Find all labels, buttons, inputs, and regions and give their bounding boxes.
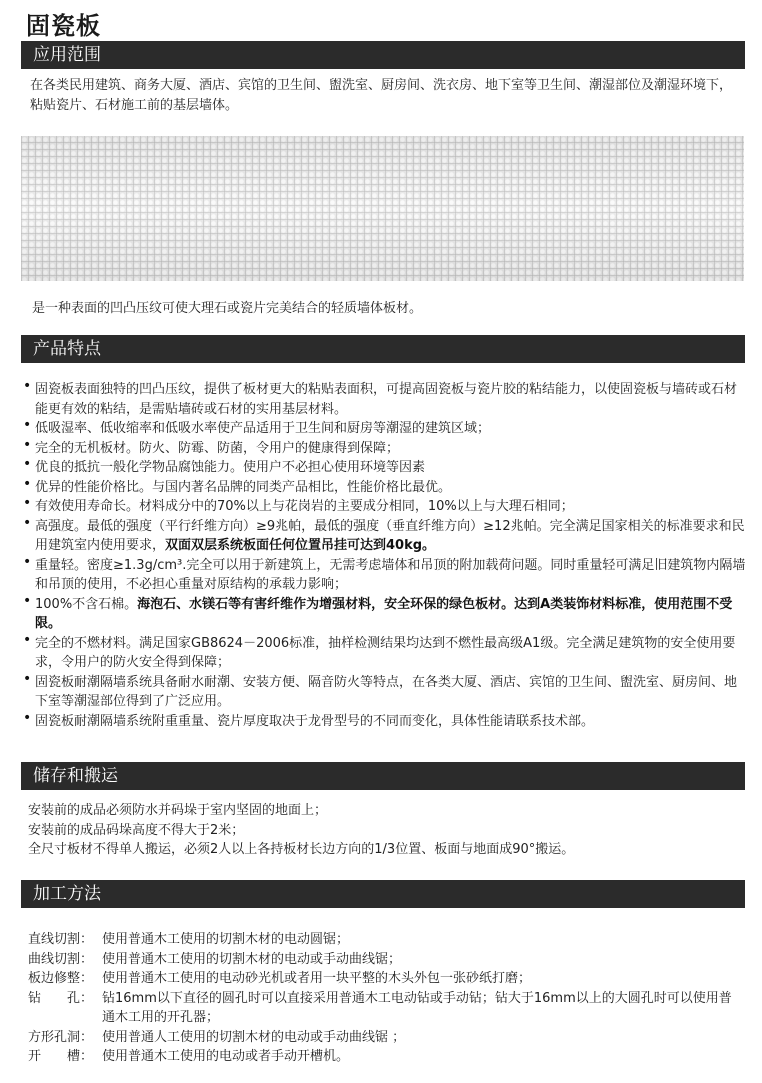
feature-item: • 低吸湿率、低收缩率和低吸水率使产品适用于卫生间和厨房等潮湿的建筑区域； bbox=[24, 419, 746, 439]
storage-lines bbox=[28, 801, 743, 860]
feature-item: • 100%不含石棉。海泡石、水镁石等有害纤维作为增强材料，安全环保的绿色板材。达到A类装饰材料标准，使用范围不受限。 bbox=[24, 595, 746, 634]
board-texture-image bbox=[21, 136, 744, 281]
section-header-features: 产品特点 bbox=[21, 335, 745, 363]
method-text: 使用普通人工使用的切割木材的电动或手动曲线锯 ； bbox=[102, 1029, 406, 1045]
feature-item: • 高强度。最低的强度（平行纤维方向）≥9兆帕，最低的强度（垂直纤维方向）≥12兆帕。完全满足国家相关的标准要求和民用建筑室内使用要求，双面双层系统板面任何位置吊挂可达到40kg。 bbox=[24, 517, 746, 556]
application-text: 在各类民用建筑、商务大厦、酒店、宾馆的卫生间、盥洗室、厨房间、洗衣房、地下室等卫生间、潮湿部位及潮湿环境下，粘贴瓷片、石材施工前的基层墙体。 bbox=[30, 78, 733, 113]
section-header-processing: 加工方法 bbox=[21, 880, 745, 908]
feature-item: • 优异的性能价格比。与国内著名品牌的同类产品相比，性能价格比最优。 bbox=[24, 478, 746, 498]
feature-item: • 固瓷板耐潮隔墙系统附重重量、瓷片厚度取决于龙骨型号的不同而变化，具体性能请联系技术部。 bbox=[24, 712, 746, 732]
storage-line: 安装前的成品码垛高度不得大于2米； bbox=[28, 822, 245, 838]
method-text: 使用普通木工使用的电动或者手动开槽机。 bbox=[102, 1049, 350, 1064]
feature-item: • 重量轻。密度≥1.3g/cm³.完全可以用于新建筑上，无需考虑墙体和吊顶的附加载荷问题。同时重量轻可满足旧建筑物内隔墙和吊顶的使用，不必担心重量对原结构的承载力影响； bbox=[24, 556, 746, 595]
feature-item: • 完全的无机板材。防火、防霉、防菌，令用户的健康得到保障； bbox=[24, 439, 746, 459]
method-row bbox=[28, 950, 740, 970]
page-title: 固瓷板 bbox=[26, 12, 101, 40]
method-label: 方形孔洞： bbox=[28, 1029, 94, 1045]
section-header-storage: 储存和搬运 bbox=[21, 762, 745, 790]
processing-methods bbox=[28, 930, 740, 1067]
method-row bbox=[28, 969, 740, 989]
method-label: 开 槽： bbox=[28, 1049, 94, 1064]
feature-item: • 有效使用寿命长。材料成分中的70%以上与花岗岩的主要成分相同，10%以上与大理石相同； bbox=[24, 497, 746, 517]
feature-item: • 固瓷板表面独特的凹凸压纹，提供了板材更大的粘贴表面积，可提高固瓷板与瓷片胶的粘结能力，以使固瓷板与墙砖或石材能更有效的粘结，是需贴墙砖或石材的实用基层材料。 bbox=[24, 380, 746, 419]
method-row bbox=[28, 989, 740, 1028]
method-row bbox=[28, 1028, 740, 1048]
method-label: 钻 孔： bbox=[28, 990, 94, 1006]
section-header-application: 应用范围 bbox=[21, 41, 745, 69]
feature-item: • 完全的不燃材料。满足国家GB8624－2006标准，抽样检测结果均达到不燃性最高级A1级。完全满足建筑物的安全使用要求，令用户的防火安全得到保障； bbox=[24, 634, 746, 673]
method-label: 曲线切割： bbox=[28, 951, 94, 967]
storage-line: 全尺寸板材不得单人搬运，必须2人以上各持板材长边方向的1/3位置、板面与地面成90°搬运。 bbox=[28, 842, 575, 857]
method-text: 使用普通木工使用的切割木材的电动圆锯； bbox=[102, 932, 350, 947]
board-caption: 是一种表面的凹凸压纹可使大理石或瓷片完美结合的轻质墙体板材。 bbox=[32, 301, 423, 316]
method-label: 板边修整： bbox=[28, 971, 94, 986]
feature-item: • 优良的抵抗一般化学物品腐蚀能力。使用户不必担心使用环境等因素 bbox=[24, 458, 746, 478]
storage-line: 安装前的成品必须防水并码垛于室内坚固的地面上； bbox=[28, 803, 328, 818]
method-text: 使用普通木工使用的切割木材的电动或手动曲线锯； bbox=[102, 951, 402, 967]
method-label: 直线切割： bbox=[28, 932, 94, 947]
method-row bbox=[28, 930, 740, 950]
method-row bbox=[28, 1047, 740, 1067]
method-text: 钻16mm以下直径的圆孔时可以直接采用普通木工电动钻或手动钻；钻大于16mm以上的大圆孔时可以使用普通木工用的开孔器； bbox=[102, 990, 732, 1025]
feature-item: • 固瓷板耐潮隔墙系统具备耐水耐潮、安装方便、隔音防火等特点，在各类大厦、酒店、宾馆的卫生间、盥洗室、厨房间、地下室等潮湿部位得到了广泛应用。 bbox=[24, 673, 746, 712]
features-list bbox=[24, 380, 746, 731]
method-text: 使用普通木工使用的电动砂光机或者用一块平整的木头外包一张砂纸打磨； bbox=[102, 971, 532, 986]
